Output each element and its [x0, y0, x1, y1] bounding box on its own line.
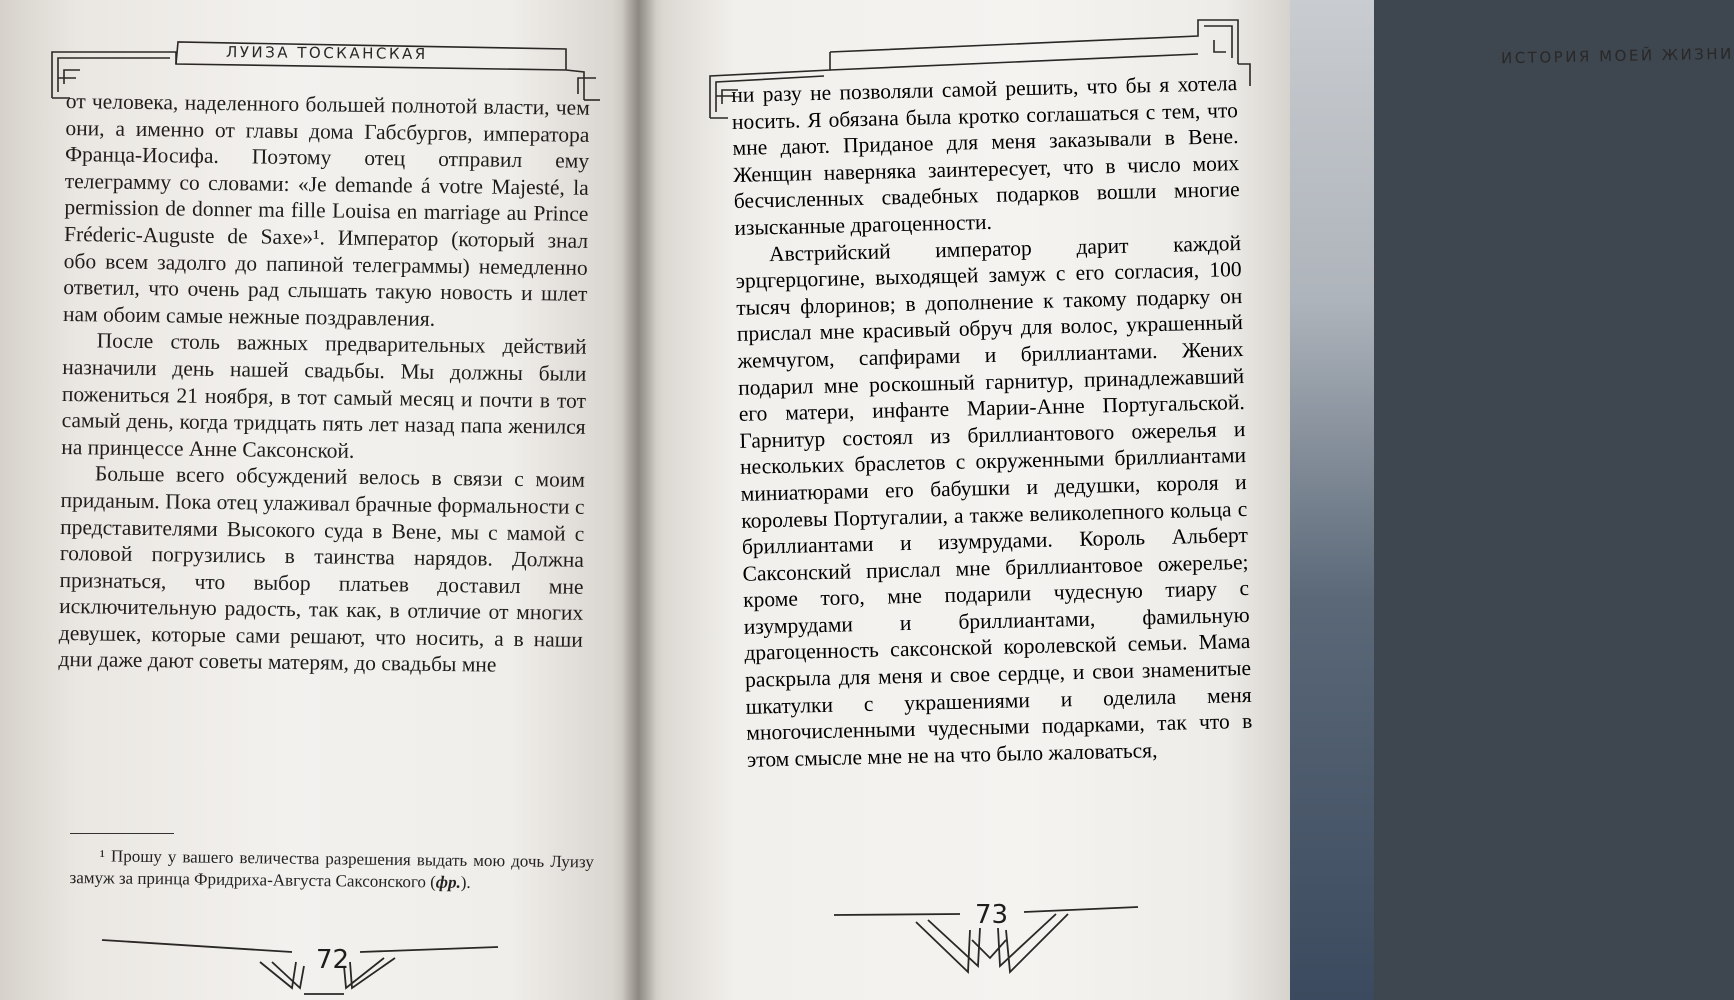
- running-head-right: ИСТОРИЯ МОЕЙ ЖИЗНИ: [1500, 44, 1734, 68]
- paragraph: После столь важных предварительных действий назначили день нашей свадьбы. Мы должны были пожениться 21 ноября, в тот самый месяц и почти в тот самый день, когда тридцать пять лет назад папа женился на принцессе Анне Саксонской.: [61, 328, 587, 463]
- footnote-divider: [70, 833, 174, 834]
- page-number-left: 72: [316, 945, 350, 975]
- running-head-left: ЛУИЗА ТОСКАНСКАЯ: [225, 42, 428, 64]
- paragraph: Австрийский император дарит каждой эрцгерцогине, выходящей замуж с его согласия, 100 тысяч флоринов; в дополнение к такому подарку он прислал мне красивый обруч для волос, украшенный жемчугом, сапфирами и бриллиантами. Жених подарил мне роскошный гарнитур, принадлежавший его матери, инфанте Марии-Анне Португальской. Гарнитур состоял из бриллиантового ожерелья и нескольких браслетов с окруженными бриллиантами миниатюрами его бабушки и дедушки, короля и королевы Португалии, а также великолепного кольца с бриллиантами и изумрудами. Король Альберт Саксонский прислал мне бриллиантовое ожерелье; кроме того, мне подарили чудесную тиару с изумрудами и бриллиантами, фамильную драгоценность саксонской королевской семьи. Мама раскрыла для меня и свое сердце, и свои знаменитые шкатулки с украшениями и оделила меня многочисленными чудесными подарками, так что в этом смысле мне не на что было жаловаться,: [735, 230, 1253, 772]
- footnote-language-abbr: фр.: [435, 872, 461, 892]
- footnote-tail: ).: [460, 872, 471, 892]
- book-gutter: [622, 0, 656, 1000]
- paragraph: ни разу не позволяли самой решить, что бы я хотела носить. Я обязана была кротко соглашаться с тем, что мне дают. Приданое для меня заказывали в Вене. Женщин наверняка заинтересует, что в число моих бесчисленных свадебных подарков вошли многие изысканные драгоценности.: [731, 71, 1240, 240]
- page-number-right: 73: [975, 900, 1009, 930]
- left-page: [0, 0, 638, 1000]
- background-fabric: [1290, 0, 1374, 1000]
- paragraph: от человека, наделенного большей полнотой власти, чем они, а именно от главы дома Габсбургов, императора Франца-Иосифа. Поэтому отец отправил ему телеграмму со словами: «Je demande á votre Majesté, la permission de donner ma fille Louisa en marriage au Prince Fréderic-Auguste de Saxe»¹. Император (который знал обо всем задолго до папиной телеграммы) немедленно ответил, что очень рад слышать такую новость и шлет нам обоим самые нежные поздравления.: [62, 88, 590, 331]
- right-text-block: [731, 70, 1253, 773]
- paragraph: Больше всего обсуждений велось в связи с моим приданым. Пока отец улаживал брачные формальности с представителями Высокого суда в Вене, мы с мамой с головой погрузились в таинства нарядов. Должна признаться, что выбор платьев доставил мне исключительную радость, так как, в отличие от многих девушек, которые сами решают, что носить, а в наши дни даже дают советы матерям, до свадьбы мне: [58, 461, 586, 678]
- footnote-text: ¹ Прошу у вашего величества разрешения выдать мою дочь Луизу замуж за принца Фридриха-Августа Саксонского (: [69, 846, 594, 892]
- left-text-block: [58, 88, 590, 680]
- footnote: [69, 845, 593, 895]
